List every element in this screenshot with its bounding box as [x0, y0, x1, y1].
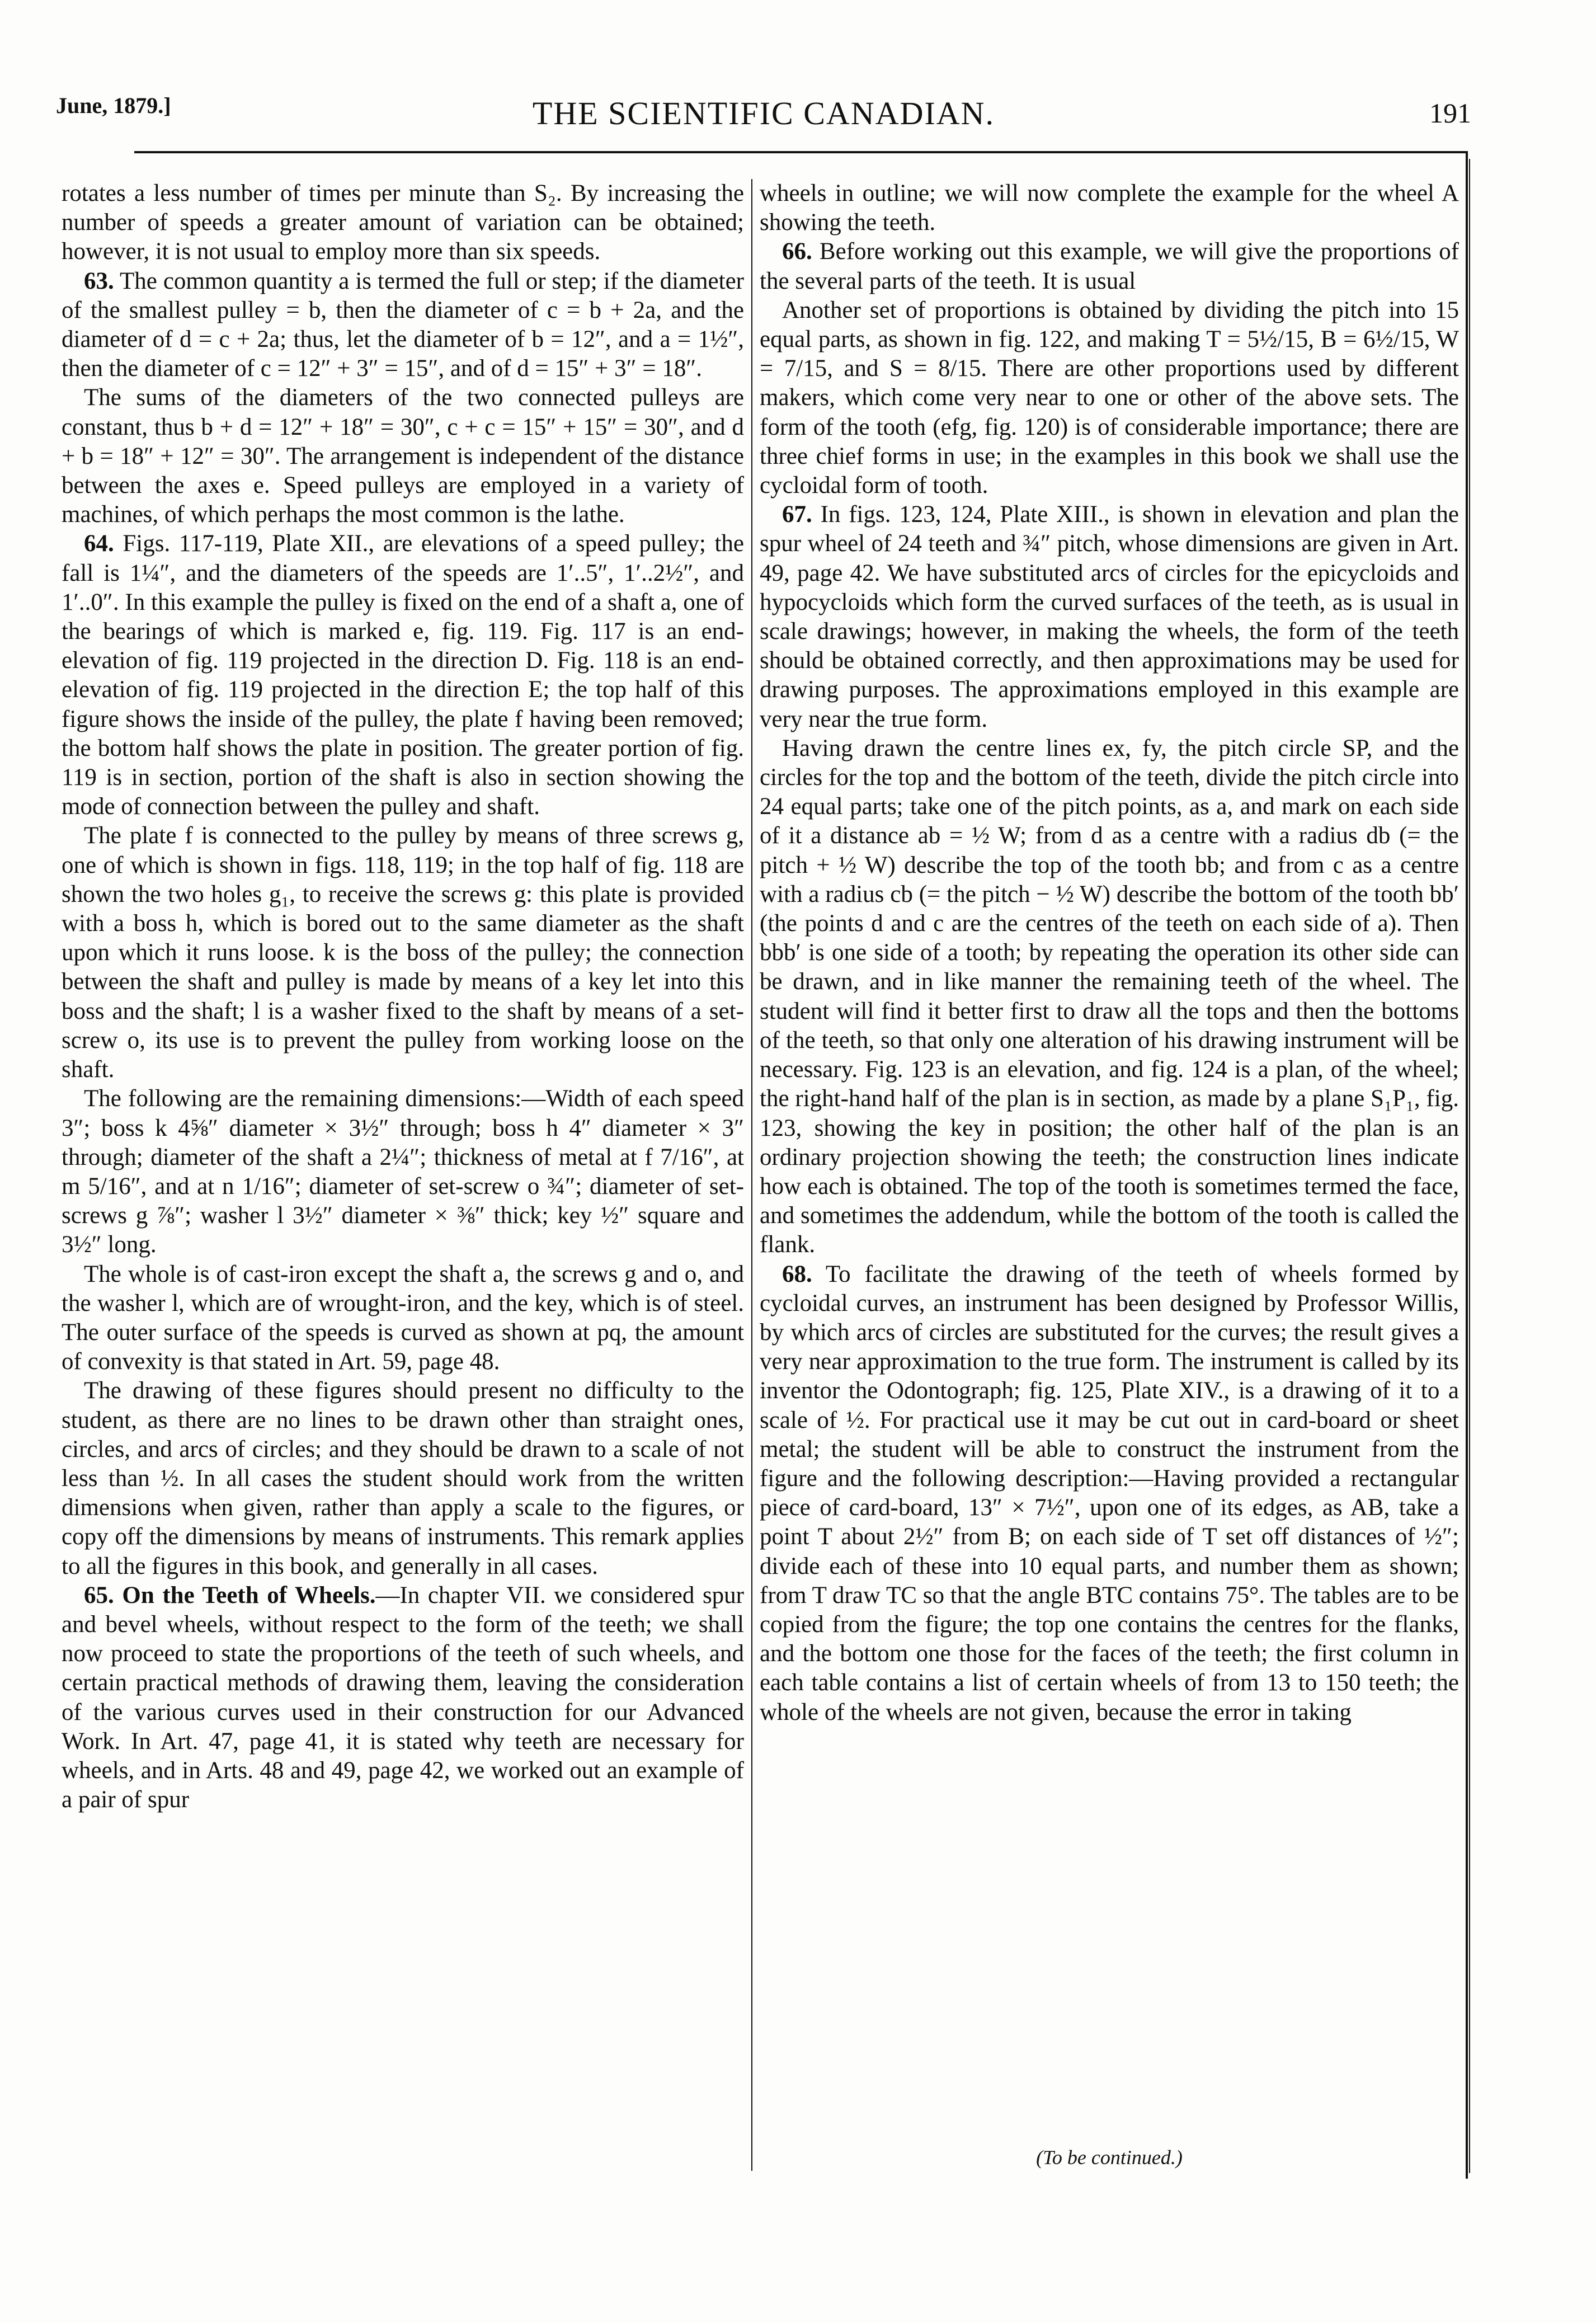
paragraph [62, 1084, 744, 1259]
continuation-note: (To be continued.) [1036, 2146, 1183, 2169]
paragraph-text: The plate f is connected to the pulley by means of three screws g, one of which is shown in figs. 118, 119; in the top half of fig. 118 are shown the two holes g₁, to receive the screws g: this plate is provided with a boss h, which is bored out to the same diameter as the shaft upon which it runs loose. k is the boss of the pulley; the connection between the shaft and pulley is made by means of a key let into this boss and the shaft; l is a washer fixed to the shaft by means of a set-screw o, its use is to prevent the pulley from working loose on the shaft. [62, 822, 744, 1083]
paragraph-text: Having drawn the centre lines ex, fy, the pitch circle SP, and the circles for the top and the bottom of the teeth, divide the pitch circle into 24 equal parts; take one of the pitch points, as a, and mark on each side of it a distance ab = ½ W; from d as a centre with a radius db (= the pitch + ½ W) describe the top of the tooth bb; and from c as a centre with a radius cb (= the pitch − ½ W) describe the bottom of the tooth bb′ (the points d and c are the centres of the teeth on each side of a). Then bbb′ is one side of a tooth; by repeating the operation its other side can be drawn, and in like manner the remaining teeth of the wheel. The student will find it better first to draw all the tops and then the bottoms of the teeth, so that only one alteration of his drawing instrument will be necessary. Fig. 123 is an elevation, and fig. 124 is a plan, of the wheel; the right-hand half of the plan is in section, as made by a plane S₁P₁, fig. 123, showing the key in position; the other half of the plan is an ordinary projection showing the teeth; the construction lines indicate how each is obtained. The top of the tooth is sometimes termed the face, and sometimes the addendum, while the bottom of the tooth is called the flank. [760, 735, 1459, 1258]
paragraph-text: The drawing of these figures should present no difficulty to the student, as there are no lines to be drawn other than straight ones, circles, and arcs of circles; and they should be drawn to a scale of not less than ½. In all cases the student should work from the written dimensions when given, rather than apply a scale to the figures, or copy off the dimensions by means of instruments. This remark applies to all the figures in this book, and generally in all cases. [62, 1377, 744, 1579]
paragraph-text: The following are the remaining dimensions:—Width of each speed 3″; boss k 4⅝″ diameter × 3½″ through; boss h 4″ diameter × 3″ through; diameter of the shaft a 2¼″; thickness of metal at f 7/16″, at m 5/16″, and at n 1/16″; diameter of set-screw o ¾″; diameter of set-screws g ⅞″; washer l 3½″ diameter × ⅜″ thick; key ½″ square and 3½″ long. [62, 1085, 744, 1258]
paragraph [62, 1581, 744, 1815]
paragraph [62, 821, 744, 1084]
paragraph [62, 179, 744, 267]
paragraph-text: The sums of the diameters of the two connected pulleys are constant, thus b + d = 12″ + 18″ = 30″, c + c = 15″ + 15″ = 30″, and d + b = 18″ + 12″ = 30″. The arrangement is independent of the distance between the axes e. Speed pulleys are employed in a variety of machines, of which perhaps the most common is the lathe. [62, 384, 744, 528]
column-divider [751, 179, 752, 2171]
issue-date: June, 1879.] [56, 93, 171, 118]
article-number: 63. [84, 267, 114, 294]
paragraph-text: Before working out this example, we will give the proportions of the several parts of the teeth. It is usual [760, 238, 1459, 294]
paragraph-text: rotates a less number of times per minute than S₂. By increasing the number of speeds a greater amount of variation can be obtained; however, it is not usual to employ more than six speeds. [62, 180, 744, 265]
paragraph [62, 529, 744, 821]
frame-inner-rule [1469, 159, 1470, 2173]
masthead-title: THE SCIENTIFIC CANADIAN. [532, 95, 995, 131]
paragraph [62, 267, 744, 384]
paragraph [62, 383, 744, 529]
paragraph [760, 179, 1459, 237]
article-number: 66. [782, 238, 812, 265]
paragraph [760, 500, 1459, 734]
paragraph [760, 734, 1459, 1260]
paragraph-text: The whole is of cast-iron except the shaft a, the screws g and o, and the washer l, which are of wrought-iron, and the key, which is of steel. The outer surface of the speeds is curved as shown at pq, the amount of convexity is that stated in Art. 59, page 48. [62, 1261, 744, 1375]
paragraph-text: The common quantity a is termed the full or step; if the diameter of the smallest pulley = b, then the diameter of c = b + 2a, and the diameter of d = c + 2a; thus, let the diameter of b = 12″, and a = 1½″, then the diameter of c = 12″ + 3″ = 15″, and of d = 15″ + 3″ = 18″. [62, 267, 744, 382]
article-number: 68. [782, 1261, 812, 1287]
article-number: 65. [84, 1582, 114, 1609]
page-header [56, 92, 1471, 143]
paragraph-text: To facilitate the drawing of the teeth of wheels formed by cycloidal curves, an instrument has been designed by Professor Willis, by which arcs of circles are substituted for the curves; the result gives a very near approximation to the true form. The instrument is called by its inventor the Odontograph; fig. 125, Plate XIV., is a drawing of it to a scale of ½. For practical use it may be cut out in card-board or sheet metal; the student will be able to construct the instrument from the figure and the following description:—Having provided a rectangular piece of card-board, 13″ × 7½″, upon one of its edges, as AB, take a point T about 2½″ from B; on each side of T set off distances of ½″; divide each of these into 10 equal parts, and number them as shown; from T draw TC so that the angle BTC contains 75°. The tables are to be copied from the figure; the top one contains the centres for the flanks, and the bottom one those for the faces of the teeth; the first column in each table contains a list of certain wheels of from 13 to 150 teeth; the whole of the wheels are not given, because the error in taking [760, 1261, 1459, 1725]
article-number: 67. [782, 501, 812, 528]
paragraph-text: wheels in outline; we will now complete the example for the wheel A showing the teeth. [760, 180, 1459, 236]
article-number: 64. [84, 530, 114, 557]
right-column [760, 179, 1459, 2165]
paragraph-text: Another set of proportions is obtained by dividing the pitch into 15 equal parts, as shown in fig. 122, and making T = 5½/15, B = 6½/15, W = 7/15, and S = 8/15. There are other proportions used by different makers, which come very near to one or other of the above sets. The form of the tooth (efg, fig. 120) is of considerable importance; there are three chief forms in use; in the examples in this book we shall use the cycloidal form of tooth. [760, 297, 1459, 499]
paragraph [760, 237, 1459, 295]
paragraph [62, 1260, 744, 1377]
paragraph [760, 296, 1459, 500]
section-heading: On the Teeth of Wheels. [122, 1582, 376, 1609]
paragraph [760, 1260, 1459, 1727]
paragraph-text: In figs. 123, 124, Plate XIII., is shown in elevation and plan the spur wheel of 24 teeth and ¾″ pitch, whose dimensions are given in Art. 49, page 42. We have substituted arcs of circles for the epicycloids and hypocycloids which form the curved surfaces of the teeth, as is usual in scale drawings; however, in making the wheels, the form of the teeth should be obtained correctly, and then approximations may be used for drawing purposes. The approximations employed in this example are very near the true form. [760, 501, 1459, 732]
paragraph-text: —In chapter VII. we considered spur and bevel wheels, without respect to the form of the teeth; we shall now proceed to state the proportions of the teeth of such wheels, and certain practical methods of drawing them, leaving the consideration of the various curves used in their construction for our Advanced Work. In Art. 47, page 41, it is stated why teeth are necessary for wheels, and in Arts. 48 and 49, page 42, we worked out an example of a pair of spur [62, 1582, 744, 1813]
left-column [62, 179, 744, 2165]
paragraph-text: Figs. 117-119, Plate XII., are elevations of a speed pulley; the fall is 1¼″, and the diameters of the speeds are 1′..5″, 1′..2½″, and 1′..0″. In this example the pulley is fixed on the end of a shaft a, one of the bearings of which is marked e, fig. 119. Fig. 117 is an end-elevation of fig. 119 projected in the direction D. Fig. 118 is an end-elevation of fig. 119 projected in the direction E; the top half of this figure shows the inside of the pulley, the plate f having been removed; the bottom half shows the plate in position. The greater portion of fig. 119 is in section, portion of the shaft is also in section showing the mode of connection between the pulley and shaft. [62, 530, 744, 820]
page-number: 191 [1429, 97, 1471, 129]
paragraph [62, 1376, 744, 1581]
